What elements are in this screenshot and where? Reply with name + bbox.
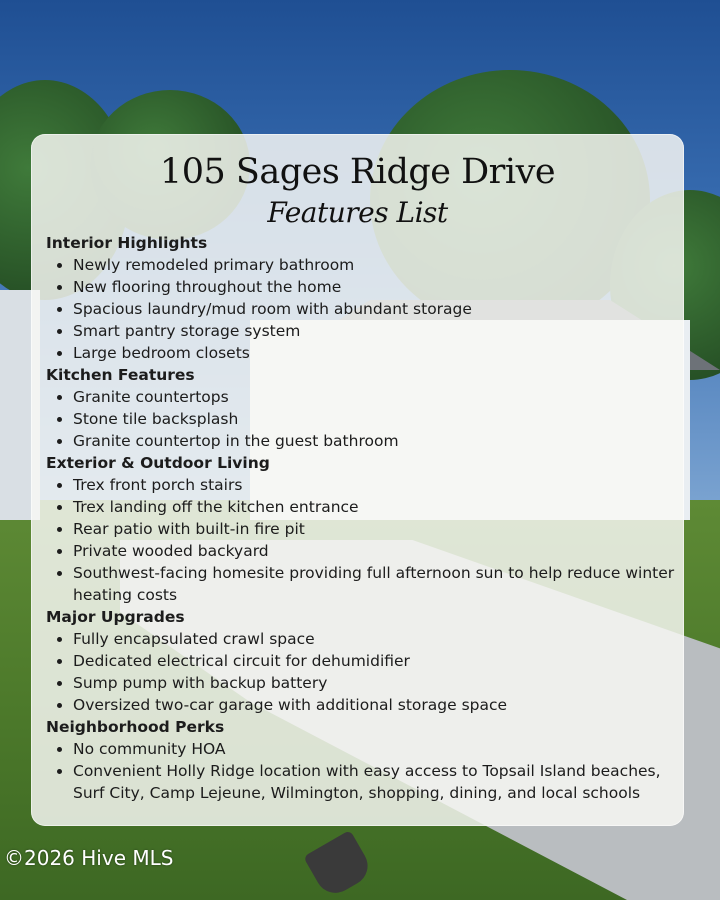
feature-list	[46, 254, 676, 364]
list-item: • Smart pantry storage system	[73, 320, 676, 342]
list-item: • Large bedroom closets	[73, 342, 676, 364]
section-heading: Neighborhood Perks	[46, 718, 225, 736]
list-item: • Dedicated electrical circuit for dehumidifier	[73, 650, 676, 672]
feature-list	[46, 738, 676, 804]
list-item: • Sump pump with backup battery	[73, 672, 676, 694]
list-item: • Fully encapsulated crawl space	[73, 628, 676, 650]
section-heading: Exterior & Outdoor Living	[46, 454, 270, 472]
list-item: • Rear patio with built-in fire pit	[73, 518, 676, 540]
page-title: 105 Sages Ridge Drive	[159, 152, 556, 192]
feature-list	[46, 628, 676, 716]
section-heading: Interior Highlights	[46, 234, 208, 252]
features-card	[31, 134, 684, 826]
section-heading: Kitchen Features	[46, 366, 195, 384]
list-item: • New flooring throughout the home	[73, 276, 676, 298]
list-item: • Stone tile backsplash	[73, 408, 676, 430]
copyright-notice: ©2026 Hive MLS	[4, 846, 174, 870]
list-item: • Granite countertops	[73, 386, 676, 408]
list-item: • Convenient Holly Ridge location with easy access to Topsail Island beaches, Surf City, Camp Lejeune, Wilmington, shopping, dining, and local schools	[73, 760, 676, 804]
list-item: • No community HOA	[73, 738, 676, 760]
list-item: • Southwest-facing homesite providing full afternoon sun to help reduce winter heating costs	[73, 562, 676, 606]
features-list	[46, 232, 676, 804]
page-subtitle: Features List	[267, 196, 448, 229]
feature-list	[46, 474, 676, 606]
list-item: • Granite countertop in the guest bathroom	[73, 430, 676, 452]
list-item: • Trex front porch stairs	[73, 474, 676, 496]
section-heading: Major Upgrades	[46, 608, 185, 626]
feature-list	[46, 386, 676, 452]
list-item: • Spacious laundry/mud room with abundant storage	[73, 298, 676, 320]
list-item: • Trex landing off the kitchen entrance	[73, 496, 676, 518]
list-item: • Private wooded backyard	[73, 540, 676, 562]
list-item: • Oversized two-car garage with additional storage space	[73, 694, 676, 716]
list-item: • Newly remodeled primary bathroom	[73, 254, 676, 276]
